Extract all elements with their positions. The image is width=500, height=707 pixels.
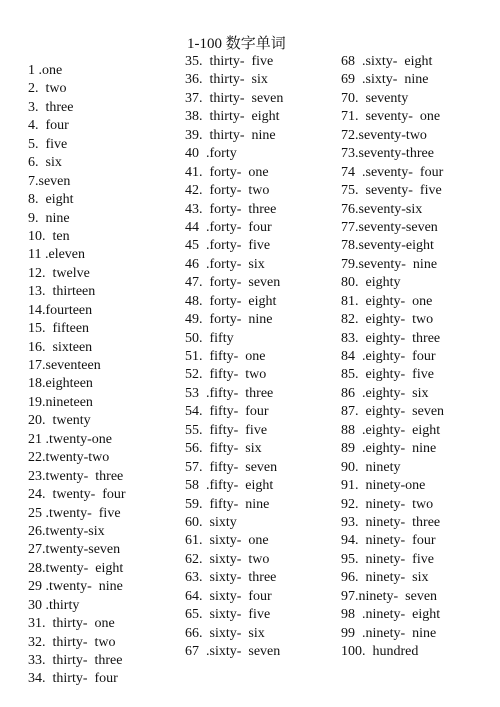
number-word-entry: 45 .forty- five <box>185 238 271 254</box>
number-word-entry: 17.seventeen <box>28 358 101 373</box>
number-word-entry: 74 .seventy- four <box>341 164 444 180</box>
number-word-entry: 43. forty- three <box>185 201 277 217</box>
number-word-entry: 39. thirty- nine <box>185 127 276 143</box>
number-word-entry: 96. ninety- six <box>341 570 429 586</box>
page-title: 1-100 数字单词 <box>187 36 286 52</box>
number-word-entry: 8. eight <box>28 192 74 208</box>
number-word-entry: 36. thirty- six <box>185 72 268 88</box>
word-list-column-2 <box>185 53 283 661</box>
number-word-entry: 85. eighty- five <box>341 367 434 383</box>
number-word-entry: 9. nine <box>28 210 70 226</box>
number-word-entry: 21 .twenty-one <box>28 431 112 447</box>
number-word-entry: 56. fifty- six <box>185 441 262 457</box>
number-word-entry: 35. thirty- five <box>185 54 274 69</box>
number-word-entry: 89 .eighty- nine <box>341 441 437 457</box>
number-word-entry: 60. sixty <box>185 514 237 530</box>
number-word-entry: 65. sixty- five <box>185 607 271 623</box>
number-word-entry: 40 .forty <box>185 146 237 162</box>
number-word-entry: 91. ninety-one <box>341 478 426 494</box>
number-word-entry: 7.seven <box>28 173 71 189</box>
number-word-entry: 67 .sixty- seven <box>185 644 281 659</box>
number-word-entry: 3. three <box>28 99 74 115</box>
number-word-entry: 12. twelve <box>28 265 90 281</box>
number-word-entry: 61. sixty- one <box>185 533 269 549</box>
number-word-entry: 4. four <box>28 118 69 134</box>
number-word-entry: 80. eighty <box>341 275 401 291</box>
number-word-entry: 75. seventy- five <box>341 183 442 199</box>
number-word-entry: 32. thirty- two <box>28 634 116 650</box>
number-word-entry: 71. seventy- one <box>341 109 441 125</box>
number-word-entry: 76.seventy-six <box>341 201 423 217</box>
number-word-entry: 28.twenty- eight <box>28 560 124 576</box>
number-word-entry: 81. eighty- one <box>341 293 433 309</box>
number-word-entry: 29 .twenty- nine <box>28 579 123 595</box>
number-word-entry: 100. hundred <box>341 644 419 659</box>
number-word-entry: 30 .thirty <box>28 597 80 613</box>
number-word-entry: 15. fifteen <box>28 321 90 337</box>
number-word-entry: 34. thirty- four <box>28 671 118 687</box>
number-word-entry: 93. ninety- three <box>341 514 441 530</box>
number-word-entry: 26.twenty-six <box>28 523 105 539</box>
number-word-entry: 22.twenty-two <box>28 450 110 466</box>
number-word-entry: 90. ninety <box>341 459 401 475</box>
number-word-entry: 24. twenty- four <box>28 487 126 503</box>
number-word-entry: 77.seventy-seven <box>341 219 438 235</box>
number-word-entry: 38. thirty- eight <box>185 109 280 125</box>
number-word-entry: 84 .eighty- four <box>341 349 436 364</box>
word-list-column-1 <box>28 62 126 689</box>
number-word-entry: 27.twenty-seven <box>28 542 121 558</box>
number-word-entry: 2. two <box>28 81 67 97</box>
number-word-entry: 59. fifty- nine <box>185 496 270 512</box>
number-word-entry: 49. forty- nine <box>185 312 273 328</box>
number-word-entry: 86 .eighty- six <box>341 385 429 401</box>
number-word-entry: 68 .sixty- eight <box>341 54 433 69</box>
number-word-entry: 70. seventy <box>341 90 409 106</box>
number-word-entry: 16. sixteen <box>28 339 93 355</box>
number-word-entry: 83. eighty- three <box>341 330 441 346</box>
number-word-entry: 18.eighteen <box>28 376 93 392</box>
number-word-entry: 64. sixty- four <box>185 588 272 604</box>
number-word-entry: 25 .twenty- five <box>28 505 121 521</box>
number-word-entry: 10. ten <box>28 228 70 244</box>
number-word-entry: 51. fifty- one <box>185 349 266 364</box>
number-word-entry: 82. eighty- two <box>341 312 434 328</box>
number-word-entry: 78.seventy-eight <box>341 238 434 254</box>
number-word-entry: 58 .fifty- eight <box>185 478 274 494</box>
number-word-entry: 42. forty- two <box>185 183 270 199</box>
number-word-entry: 63. sixty- three <box>185 570 277 586</box>
number-word-entry: 11 .eleven <box>28 247 86 263</box>
number-word-entry: 50. fifty <box>185 330 234 346</box>
number-word-entry: 48. forty- eight <box>185 293 277 309</box>
number-word-entry: 46 .forty- six <box>185 256 265 272</box>
number-word-entry: 66. sixty- six <box>185 625 265 641</box>
number-word-entry: 62. sixty- two <box>185 551 270 567</box>
number-word-entry: 97.ninety- seven <box>341 588 438 604</box>
number-word-entry: 95. ninety- five <box>341 551 434 567</box>
number-word-entry: 69 .sixty- nine <box>341 72 429 88</box>
number-word-entry: 47. forty- seven <box>185 275 281 291</box>
number-word-entry: 54. fifty- four <box>185 404 269 420</box>
number-word-entry: 88 .eighty- eight <box>341 422 441 438</box>
number-word-entry: 13. thirteen <box>28 284 96 300</box>
number-word-entry: 31. thirty- one <box>28 616 115 632</box>
number-word-entry: 53 .fifty- three <box>185 385 274 401</box>
number-word-entry: 5. five <box>28 136 68 152</box>
number-word-entry: 98 .ninety- eight <box>341 607 441 623</box>
number-word-entry: 72.seventy-two <box>341 127 427 143</box>
number-word-entry: 55. fifty- five <box>185 422 268 438</box>
word-list-column-3 <box>341 53 444 661</box>
number-word-entry: 14.fourteen <box>28 302 93 318</box>
number-word-entry: 79.seventy- nine <box>341 256 438 272</box>
number-word-entry: 41. forty- one <box>185 164 269 180</box>
number-word-entry: 73.seventy-three <box>341 146 434 162</box>
number-word-entry: 1 .one <box>28 63 63 78</box>
number-word-entry: 20. twenty <box>28 413 91 429</box>
number-word-entry: 19.nineteen <box>28 394 93 410</box>
number-word-entry: 92. ninety- two <box>341 496 434 512</box>
number-word-entry: 87. eighty- seven <box>341 404 445 420</box>
number-word-entry: 94. ninety- four <box>341 533 436 549</box>
number-word-entry: 57. fifty- seven <box>185 459 278 475</box>
number-word-entry: 44 .forty- four <box>185 219 272 235</box>
number-word-entry: 37. thirty- seven <box>185 90 284 106</box>
number-word-entry: 6. six <box>28 155 62 171</box>
number-word-entry: 52. fifty- two <box>185 367 267 383</box>
number-word-entry: 33. thirty- three <box>28 653 123 668</box>
number-word-entry: 99 .ninety- nine <box>341 625 437 641</box>
number-word-entry: 23.twenty- three <box>28 468 124 484</box>
